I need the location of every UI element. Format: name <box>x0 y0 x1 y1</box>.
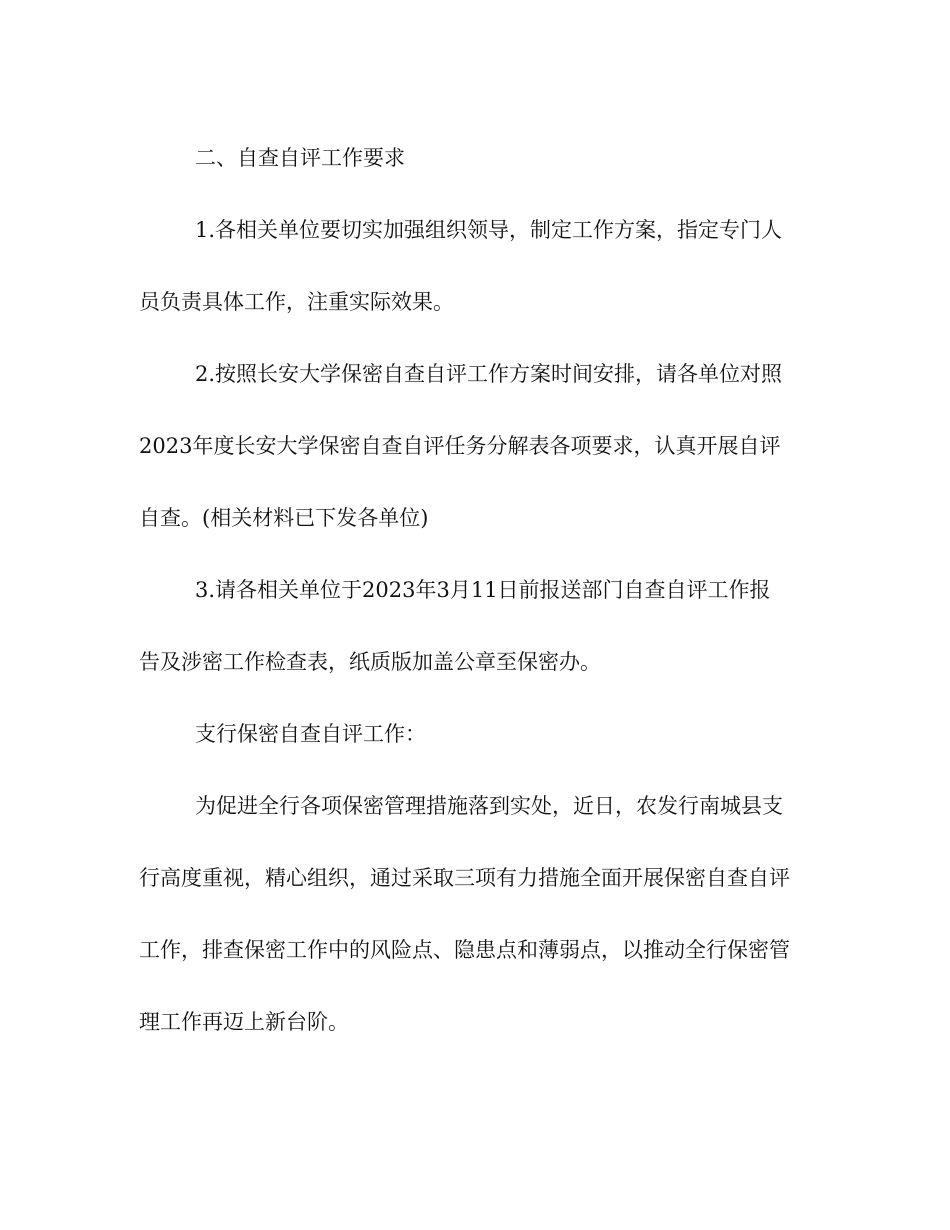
paragraph-line: 工作，排查保密工作中的风险点、隐患点和薄弱点，以推动全行保密管 <box>139 938 790 962</box>
paragraph-line: 自查。(相关材料已下发各单位) <box>139 506 429 530</box>
section-heading: 二、自查自评工作要求 <box>195 146 405 170</box>
paragraph-line: 2.按照长安大学保密自查自评工作方案时间安排，请各单位对照 <box>195 362 783 386</box>
paragraph-line: 为促进全行各项保密管理措施落到实处，近日，农发行南城县支 <box>195 794 783 818</box>
subsection-heading: 支行保密自查自评工作： <box>195 722 426 746</box>
paragraph-line: 员负责具体工作，注重实际效果。 <box>139 290 454 314</box>
paragraph-line: 3.请各相关单位于2023年3月11日前报送部门自查自评工作报 <box>195 578 771 602</box>
paragraph-line: 2023年度长安大学保密自查自评任务分解表各项要求，认真开展自评 <box>139 434 781 458</box>
paragraph-line: 行高度重视，精心组织，通过采取三项有力措施全面开展保密自查自评 <box>139 866 790 890</box>
paragraph-line: 告及涉密工作检查表，纸质版加盖公章至保密办。 <box>139 650 601 674</box>
paragraph-line: 理工作再迈上新台阶。 <box>139 1010 349 1034</box>
paragraph-line: 1.各相关单位要切实加强组织领导，制定工作方案，指定专门人 <box>195 218 783 242</box>
